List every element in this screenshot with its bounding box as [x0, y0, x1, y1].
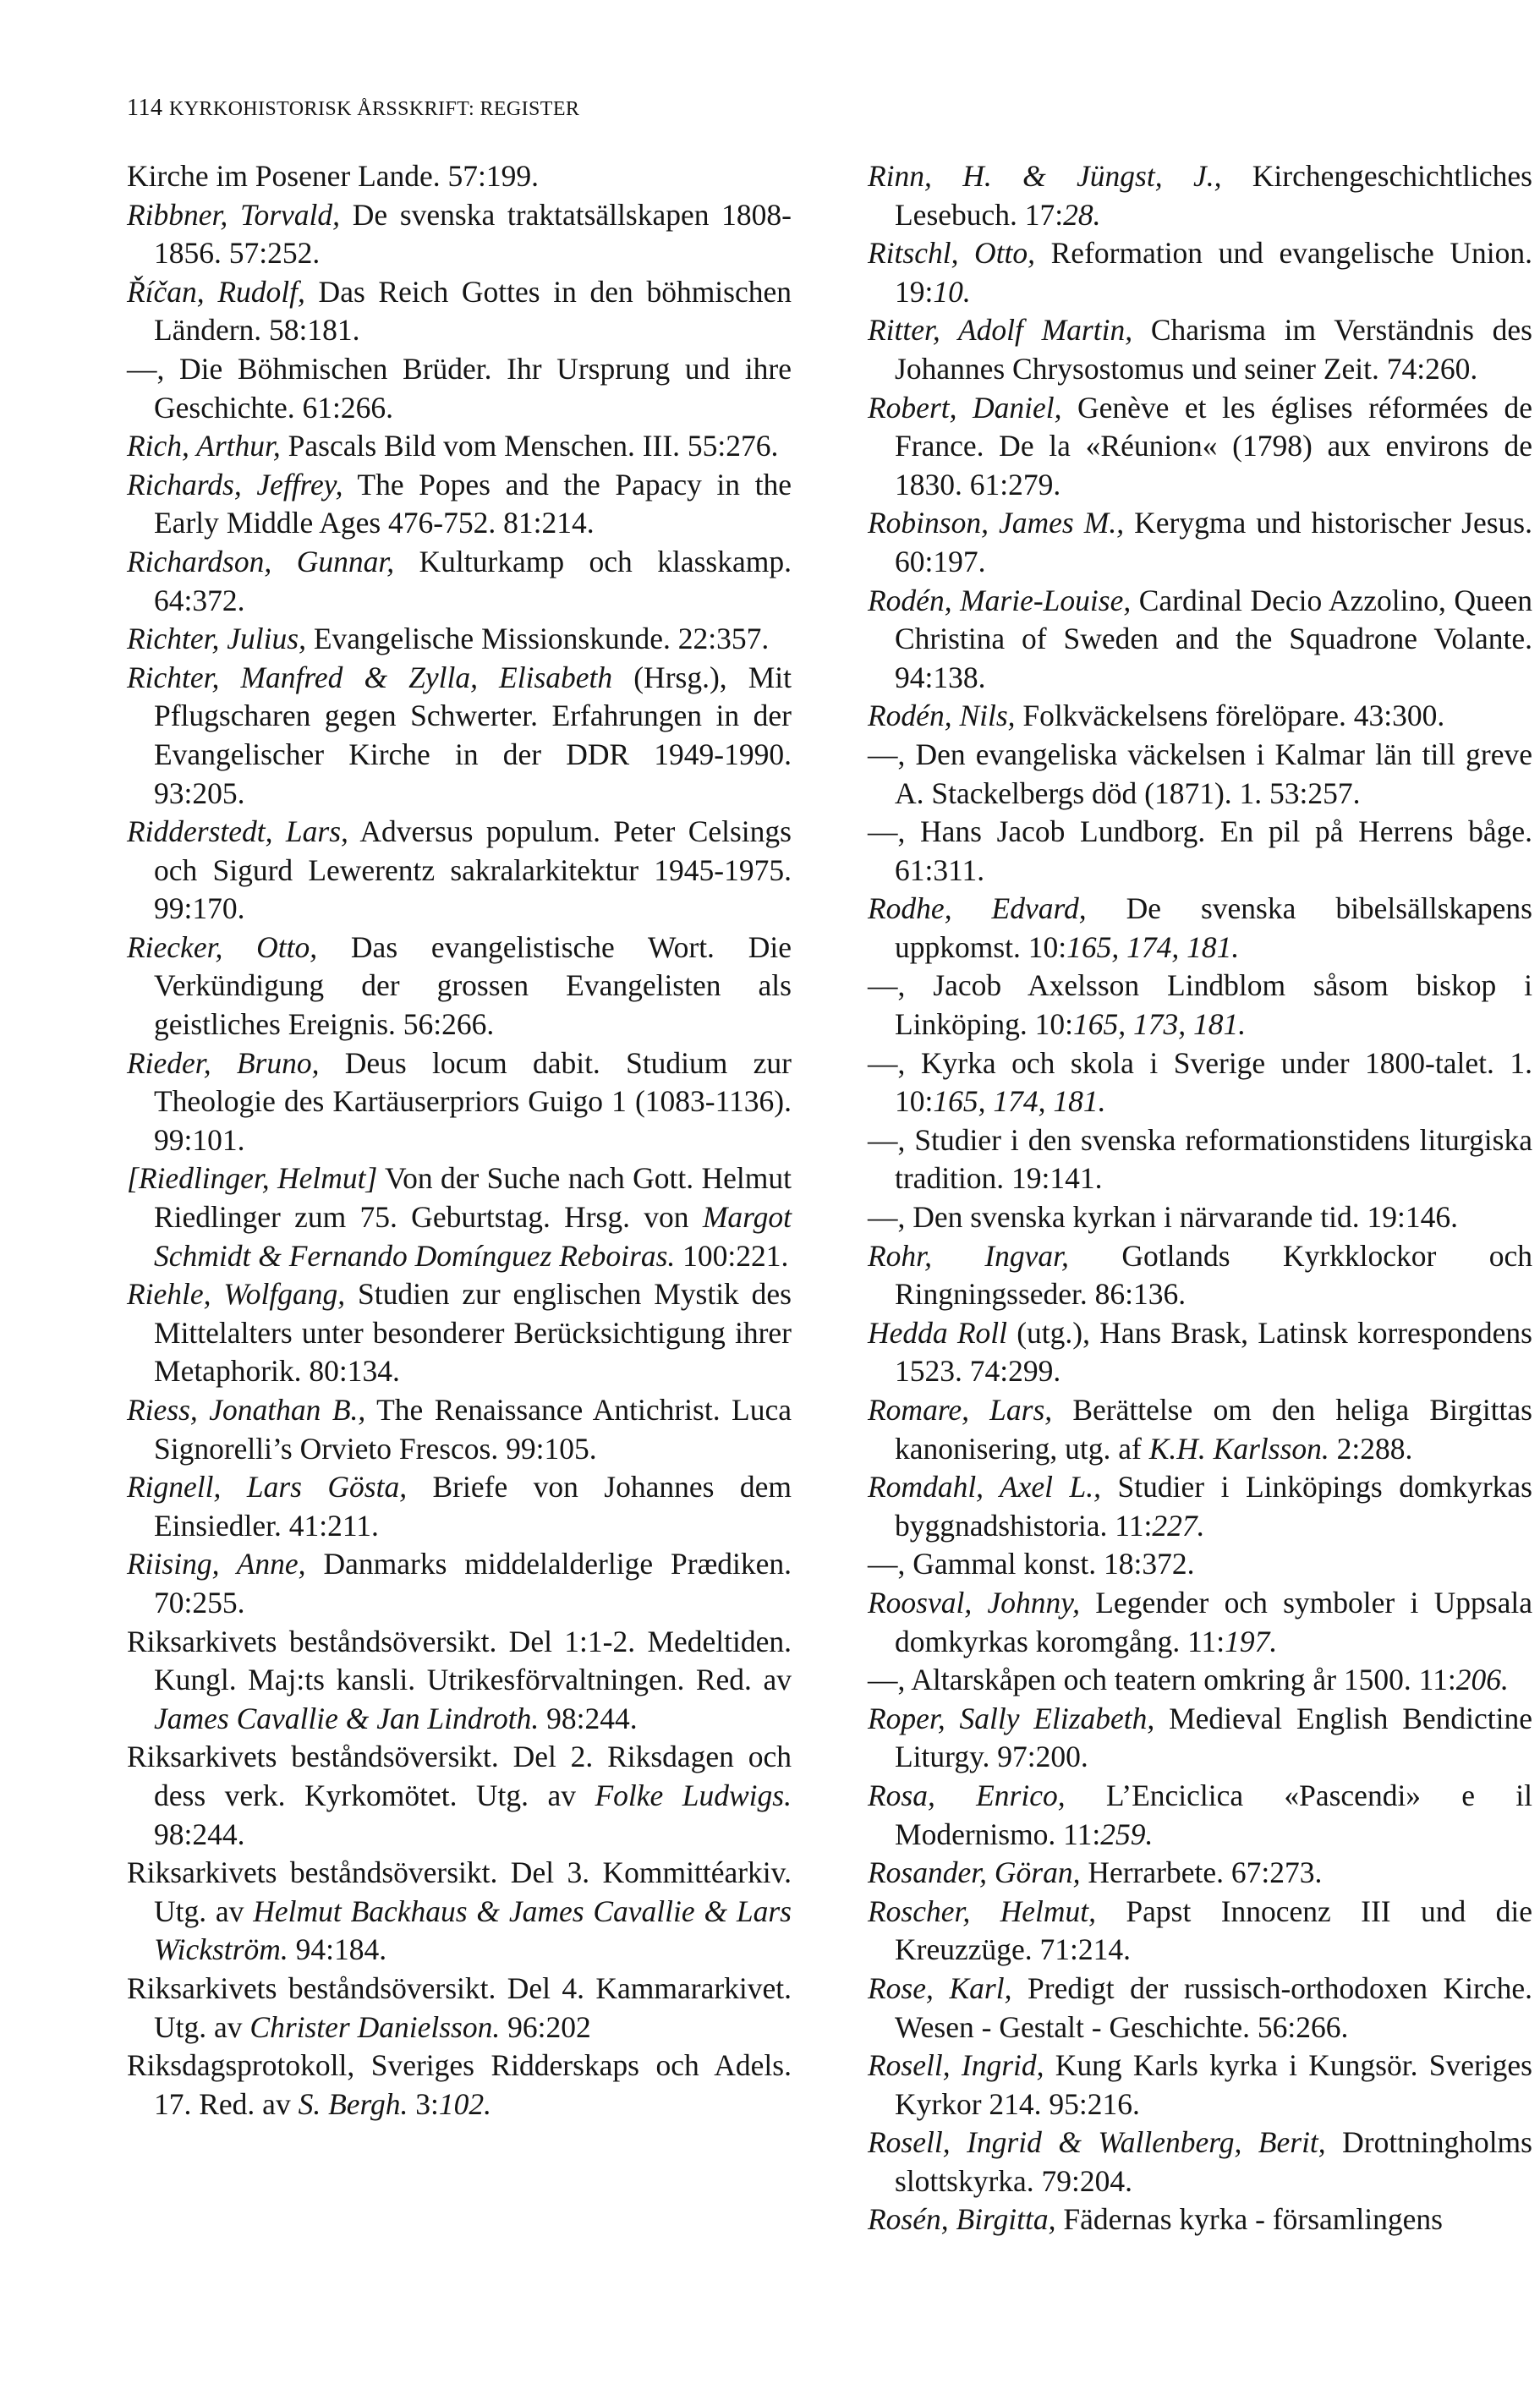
entry-italic-text: Riess, Jonathan B.,: [127, 1393, 366, 1427]
entry-text: 98:244.: [154, 1817, 245, 1851]
entry-text: —, Hans Jacob Lundborg. En pil på Herrens båge. 61:311.: [868, 814, 1532, 887]
index-entry: [868, 1661, 1532, 1700]
index-entry: [868, 2124, 1532, 2200]
index-entry: [868, 890, 1532, 967]
index-entry: [127, 350, 792, 427]
entry-text: Predigt der russisch-orthodoxen Kirche. Wesen - Gestalt - Geschichte. 56:266.: [895, 1970, 1532, 2044]
entry-text: 96:202: [500, 2009, 591, 2044]
index-entry: [127, 1854, 792, 1970]
entry-text: Fädernas kyrka - församlingens: [1055, 2202, 1443, 2237]
index-entry: [868, 1468, 1532, 1545]
entry-italic-text: Rignell, Lars Gösta,: [127, 1470, 408, 1504]
entry-italic-text: Folke Ludwigs.: [595, 1778, 792, 1812]
entry-text: 98:244.: [539, 1701, 638, 1735]
entry-italic-text: Rieder, Bruno,: [127, 1045, 320, 1080]
entry-text: Studien zur englischen Mystik des Mittelalters unter besonderer Berücksichtigung ihrer Metaphorik. 80:134.: [154, 1277, 792, 1389]
entry-text: Von der Suche nach Gott. Helmut Riedlinger zum 75. Geburtstag. Hrsg. von: [154, 1161, 792, 1235]
index-entry: [127, 543, 792, 620]
index-entry: [127, 1275, 792, 1391]
entry-italic-text: Rosell, Ingrid & Wallenberg, Berit,: [868, 2125, 1326, 2160]
entry-italic-text: Robert, Daniel,: [868, 390, 1062, 425]
index-entry: [868, 389, 1532, 505]
index-entry: [868, 582, 1532, 698]
index-entry: [868, 1700, 1532, 1777]
entry-text: Legender och symboler i Uppsala domkyrkas koromgång. 11:: [895, 1585, 1532, 1658]
entry-text: —, Kyrka och skola i Sverige under 1800-talet. 1. 10:: [868, 1045, 1532, 1119]
entry-text: 2:288.: [1329, 1431, 1413, 1466]
entry-text: Studier i Linköpings domkyrkas byggnadshistoria. 11:: [895, 1470, 1532, 1543]
index-entry: [127, 196, 792, 273]
index-entry: [127, 1391, 792, 1468]
entry-text: (Hrsg.), Mit Pflugscharen gegen Schwerter. Erfahrungen in der Evangelischer Kirche in der DDR 1949-1990. 93:205.: [154, 660, 792, 810]
page-number: 114: [127, 95, 163, 121]
entry-text: Riksarkivets beståndsöversikt. Del 3. Kommittéarkiv. Utg. av: [127, 1855, 792, 1928]
index-entry: [127, 1970, 792, 2047]
entry-text: 94:184.: [288, 1932, 387, 1967]
index-entry: [868, 1121, 1532, 1198]
index-entry: [127, 1468, 792, 1545]
entry-italic-text: 227.: [1152, 1508, 1205, 1543]
index-entry: [868, 1584, 1532, 1661]
entry-italic-text: 165, 174, 181.: [933, 1084, 1106, 1119]
index-entry: [868, 1044, 1532, 1121]
entry-text: Danmarks middelalderlige Prædiken. 70:255.: [154, 1547, 792, 1620]
index-entry: [868, 311, 1532, 388]
index-column-left: [127, 157, 792, 2124]
entry-text: Herrarbete. 67:273.: [1080, 1855, 1323, 1890]
entry-text: Reformation und evangelische Union. 19:: [895, 236, 1532, 309]
running-head: [127, 95, 579, 122]
entry-italic-text: Romdahl, Axel L.,: [868, 1470, 1102, 1504]
entry-text: Deus locum dabit. Studium zur Theologie des Kartäuserpriors Guigo 1 (1083-1136). 99:101.: [154, 1045, 792, 1157]
entry-italic-text: Rodén, Nils,: [868, 699, 1016, 733]
index-entry: [868, 1314, 1532, 1391]
entry-text: Riksarkivets beståndsöversikt. Del 4. Kammararkivet. Utg. av: [127, 1970, 792, 2044]
entry-text: Pascals Bild vom Menschen. III. 55:276.: [280, 429, 779, 463]
entry-italic-text: 197.: [1225, 1624, 1278, 1658]
entry-italic-text: S. Bergh.: [298, 2086, 408, 2121]
entry-italic-text: 165, 173, 181.: [1073, 1007, 1247, 1042]
entry-text: Cardinal Decio Azzolino, Queen Christina of Sweden and the Squadrone Volante. 94:138.: [895, 583, 1532, 694]
entry-text: —, Die Böhmischen Brüder. Ihr Ursprung und ihre Geschichte. 61:266.: [127, 351, 792, 425]
entry-italic-text: Roper, Sally Elizabeth,: [868, 1701, 1155, 1735]
entry-text: 3:: [408, 2086, 439, 2121]
entry-text: Kung Karls kyrka i Kungsör. Sveriges Kyrkor 214. 95:216.: [895, 2048, 1532, 2121]
entry-italic-text: Romare, Lars,: [868, 1393, 1053, 1427]
entry-text: De svenska bibelsällskapens uppkomst. 10:: [895, 891, 1532, 964]
index-entry: [868, 1893, 1532, 1970]
index-entry: [127, 2047, 792, 2124]
entry-text: Adversus populum. Peter Celsings och Sigurd Lewerentz sakralarkitektur 1945-1975. 99:170.: [154, 814, 792, 926]
index-entry: [868, 697, 1532, 736]
entry-italic-text: 102.: [438, 2086, 492, 2121]
entry-italic-text: Rohr, Ingvar,: [868, 1238, 1069, 1273]
index-entry: [127, 1545, 792, 1622]
entry-italic-text: Helmut Backhaus & James Cavallie & Lars Wickström.: [154, 1894, 792, 1967]
entry-italic-text: 28.: [1063, 197, 1101, 232]
entry-text: Drottningholms slottskyrka. 79:204.: [895, 2125, 1532, 2198]
entry-text: Charisma im Verständnis des Johannes Chrysostomus und seiner Zeit. 74:260.: [895, 313, 1532, 386]
entry-text: —, Den evangeliska väckelsen i Kalmar län till greve A. Stackelbergs död (1871). 1. 53:257.: [868, 737, 1532, 810]
entry-text: De svenska traktatsällskapen 1808-1856. 57:252.: [154, 197, 792, 271]
index-entry: [127, 1623, 792, 1739]
entry-text: Kulturkamp och klasskamp. 64:372.: [154, 544, 792, 617]
entry-text: —, Studier i den svenska reformationstidens liturgiska tradition. 19:141.: [868, 1122, 1532, 1196]
entry-italic-text: Roosval, Johnny,: [868, 1585, 1080, 1620]
entry-italic-text: Riehle, Wolfgang,: [127, 1277, 346, 1312]
entry-italic-text: Rosén, Birgitta,: [868, 2202, 1056, 2237]
entry-text: Medieval English Bendictine Liturgy. 97:200.: [895, 1701, 1532, 1774]
entry-italic-text: Richardson, Gunnar,: [127, 544, 395, 578]
entry-italic-text: Rosell, Ingrid,: [868, 2048, 1044, 2083]
entry-italic-text: Rich, Arthur,: [127, 429, 281, 463]
entry-italic-text: James Cavallie & Jan Lindroth.: [154, 1701, 540, 1735]
entry-text: Kerygma und historischer Jesus. 60:197.: [895, 506, 1532, 578]
index-entry: [127, 427, 792, 466]
index-entry: [868, 1237, 1532, 1314]
entry-text: —, Den svenska kyrkan i närvarande tid. 19:146.: [868, 1200, 1458, 1235]
entry-italic-text: Richter, Julius,: [127, 622, 306, 656]
entry-text: The Renaissance Antichrist. Luca Signorelli’s Orvieto Frescos. 99:105.: [154, 1393, 792, 1466]
index-entry: [868, 234, 1532, 311]
index-entry: [868, 736, 1532, 813]
entry-text: Papst Innocenz III und die Kreuzzüge. 71:214.: [895, 1894, 1532, 1967]
index-entry: [127, 929, 792, 1044]
index-entry: [127, 620, 792, 659]
index-entry: [127, 659, 792, 813]
entry-italic-text: Roscher, Helmut,: [868, 1894, 1097, 1928]
entry-text: (utg.), Hans Brask, Latinsk korrespondens 1523. 74:299.: [895, 1315, 1532, 1389]
index-entry: [127, 1159, 792, 1275]
index-column-right: [868, 157, 1532, 2239]
index-entry: [868, 157, 1532, 234]
entry-text: Briefe von Johannes dem Einsiedler. 41:211.: [154, 1470, 792, 1543]
entry-text: Riksdagsprotokoll, Sveriges Ridderskaps och Adels. 17. Red. av: [127, 2048, 792, 2121]
entry-italic-text: K.H. Karlsson.: [1148, 1431, 1329, 1466]
entry-italic-text: Riecker, Otto,: [127, 929, 318, 964]
index-entry: [127, 813, 792, 929]
entry-italic-text: Margot Schmidt & Fernando Domínguez Reboiras.: [154, 1200, 792, 1273]
index-entry: [868, 1777, 1532, 1854]
entry-text: 100:221.: [675, 1238, 789, 1273]
entry-italic-text: Rodhe, Edvard,: [868, 891, 1087, 926]
entry-text: —, Jacob Axelsson Lindblom såsom biskop i Linköping. 10:: [868, 968, 1532, 1042]
entry-text: Folkväckelsens förelöpare. 43:300.: [1015, 699, 1445, 733]
index-entry: [127, 1738, 792, 1854]
entry-italic-text: Riising, Anne,: [127, 1547, 306, 1581]
entry-italic-text: Ritschl, Otto,: [868, 236, 1036, 271]
entry-text: Das evangelistische Wort. Die Verkündigung der grossen Evangelisten als geistliches Ereignis. 56:266.: [154, 929, 792, 1042]
entry-italic-text: Ridderstedt, Lars,: [127, 814, 348, 849]
entry-text: Berättelse om den heliga Birgittas kanonisering, utg. af: [895, 1393, 1532, 1466]
entry-text: Riksarkivets beståndsöversikt. Del 2. Riksdagen och dess verk. Kyrkomötet. Utg. av: [127, 1740, 792, 1812]
entry-italic-text: Rose, Karl,: [868, 1970, 1012, 2005]
index-entry: [127, 157, 792, 196]
entry-italic-text: Ritter, Adolf Martin,: [868, 313, 1133, 348]
entry-italic-text: Rinn, H. & Jüngst, J.,: [868, 159, 1222, 193]
entry-text: Evangelische Missionskunde. 22:357.: [305, 622, 770, 656]
entry-italic-text: 165, 174, 181.: [1066, 929, 1240, 964]
index-entry: [868, 1198, 1532, 1237]
index-entry: [868, 2047, 1532, 2124]
entry-text: Das Reich Gottes in den böhmischen Ländern. 58:181.: [154, 274, 792, 348]
entry-text: —, Altarskåpen och teatern omkring år 1500. 11:: [868, 1663, 1456, 1697]
entry-italic-text: Richter, Manfred & Zylla, Elisabeth: [127, 660, 613, 694]
running-title: KYRKOHISTORISK ÅRSSKRIFT: REGISTER: [168, 98, 580, 120]
entry-text: L’Enciclica «Pascendi» e il Modernismo. 11:: [895, 1778, 1532, 1851]
entry-italic-text: [Riedlinger, Helmut]: [127, 1161, 378, 1196]
entry-text: The Popes and the Papacy in the Early Middle Ages 476-752. 81:214.: [154, 467, 792, 540]
entry-text: Kirche im Posener Lande. 57:199.: [127, 159, 540, 193]
index-entry: [127, 273, 792, 350]
index-entry: [868, 1854, 1532, 1893]
entry-italic-text: 206.: [1455, 1663, 1509, 1697]
index-entry: [868, 967, 1532, 1044]
entry-italic-text: 10.: [933, 274, 971, 309]
entry-italic-text: Hedda Roll: [868, 1315, 1008, 1350]
entry-italic-text: Rodén, Marie-Louise,: [868, 583, 1132, 617]
entry-italic-text: Richards, Jeffrey,: [127, 467, 343, 501]
entry-italic-text: Říčan, Rudolf,: [127, 274, 305, 309]
index-entry: [868, 1391, 1532, 1468]
index-entry: [868, 1545, 1532, 1584]
entry-italic-text: Rosander, Göran,: [868, 1855, 1081, 1890]
entry-text: Gotlands Kyrkklockor och Ringningsseder. 86:136.: [895, 1238, 1532, 1312]
entry-text: Riksarkivets beståndsöversikt. Del 1:1-2. Medeltiden. Kungl. Maj:ts kansli. Utrikesförvaltningen. Red. av: [127, 1624, 792, 1697]
entry-italic-text: 259.: [1100, 1817, 1154, 1851]
index-entry: [868, 813, 1532, 890]
index-entry: [127, 1044, 792, 1160]
entry-italic-text: Robinson, James M.,: [868, 506, 1125, 540]
index-entry: [868, 1970, 1532, 2047]
entry-italic-text: Rosa, Enrico,: [868, 1778, 1066, 1812]
entry-italic-text: Ribbner, Torvald,: [127, 197, 341, 232]
index-entry: [868, 2200, 1532, 2239]
index-entry: [127, 466, 792, 543]
entry-text: Kirchengeschichtliches Lesebuch. 17:: [895, 159, 1532, 232]
entry-text: —, Gammal konst. 18:372.: [868, 1547, 1195, 1581]
entry-italic-text: Christer Danielsson.: [249, 2009, 501, 2044]
entry-text: Genève et les églises réformées de France. De la «Réunion« (1798) aux environs de 1830. 61:279.: [895, 390, 1532, 501]
index-entry: [868, 504, 1532, 581]
